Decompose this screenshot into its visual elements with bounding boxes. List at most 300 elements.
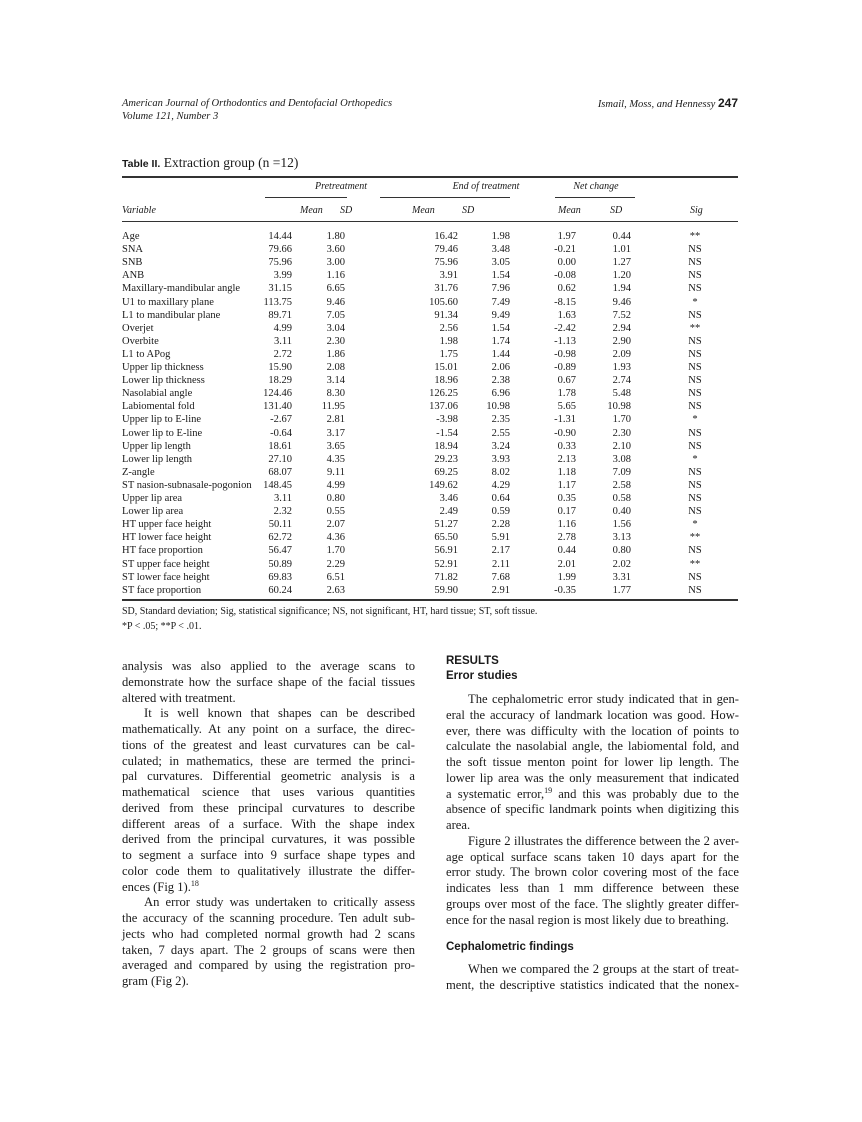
value-cell: 6.96 [491,388,510,400]
text-segment: An error study was undertaken to critically assess [144,895,415,910]
significance-cell: NS [688,283,702,295]
value-cell: 2.06 [491,362,510,373]
text-segment: altered with treatment. [122,690,236,705]
significance-cell: ** [689,532,701,544]
table-row [122,531,738,544]
value-cell: 18.96 [434,375,458,387]
table-row [122,427,738,440]
group-header-net-change: Net change [573,181,619,192]
value-cell: 27.10 [268,453,292,465]
table-top-rule [122,176,738,178]
running-header-authors [598,97,738,111]
column-header: Sig [690,205,703,216]
text-segment: a systematic error, [446,786,545,801]
value-cell: 8.02 [491,466,510,478]
value-cell: 7.09 [612,466,631,478]
section-heading-results: RESULTS [446,655,499,667]
error-studies-text [446,692,739,928]
value-cell: 75.96 [268,257,292,269]
value-cell: 1.78 [557,388,576,400]
value-cell: 0.80 [326,493,345,504]
text-segment: pal curvatures. Differential geometric analysis is a [122,769,415,784]
text-segment: age optical surface scans taken 10 days apart for the [446,849,739,864]
significance-cell: ** [689,558,701,570]
significance-cell: NS [688,584,702,596]
significance-cell: NS [688,506,702,518]
variable-cell: Lower lip to E-line [122,427,203,439]
page-number: 247 [717,96,738,110]
value-cell: -0.21 [554,244,576,256]
value-cell: 124.46 [263,388,292,400]
column-header: SD [462,205,475,216]
text-segment: ences (Fig 1). [122,879,191,894]
value-cell: 3.08 [612,453,631,465]
column-header: SD [610,205,623,216]
value-cell: 2.30 [326,335,345,347]
value-cell: 2.81 [326,414,345,426]
variable-cell: ANB [122,270,145,282]
value-cell: 3.11 [274,335,292,347]
group-divider [380,197,510,198]
value-cell: 56.47 [268,545,292,557]
significance-cell: * [692,453,698,465]
group-header-pretreatment: Pretreatment [314,181,368,192]
value-cell: 2.30 [612,427,631,439]
value-cell: 10.98 [607,401,631,413]
value-cell: 71.82 [434,571,458,583]
variable-cell: HT upper face height [122,519,212,531]
variable-cell: Upper lip to E-line [122,414,202,426]
table-title [122,155,298,171]
value-cell: 3.05 [491,257,510,269]
value-cell: 1.16 [557,519,576,531]
text-segment: area. [446,818,471,832]
value-cell: 2.29 [326,558,345,570]
value-cell: 18.94 [434,440,458,452]
value-cell: 2.17 [491,545,510,557]
value-cell: -0.08 [554,270,576,282]
text-segment: The cephalometric error study indicated that in gen- [468,692,739,706]
value-cell: 50.11 [268,519,292,531]
value-cell: 2.78 [557,532,576,544]
text-segment: error study. The brown color covering most of the face [446,865,739,880]
text-line [446,739,739,755]
table-footnote-significance: *P < .05; **P < .01. [122,621,202,632]
value-cell: 3.24 [491,440,510,452]
text-line [446,708,739,724]
value-cell: 1.44 [491,348,510,360]
text-line [122,848,415,864]
table-row [122,282,738,295]
text-segment: groups over most of the face. The slightly greater differ- [446,896,739,911]
value-cell: -0.64 [270,427,292,439]
value-cell: 7.68 [491,571,510,583]
value-cell: 2.32 [273,506,292,518]
variable-cell: Overbite [122,335,159,347]
value-cell: 0.35 [557,493,576,504]
value-cell: 1.75 [439,348,458,360]
header-rule [122,221,738,222]
text-segment: jects who had completed normal growth had 2 scans [122,926,415,941]
text-line [446,692,739,708]
value-cell: 1.27 [612,257,631,269]
text-segment: lower lip area was the only measurement that indicated [446,770,739,785]
subsection-heading-cephalometric-findings: Cephalometric findings [446,941,574,954]
value-cell: 15.01 [434,362,458,373]
value-cell: 5.91 [491,532,510,544]
variable-cell: Age [122,231,140,242]
value-cell: 4.99 [273,322,292,334]
text-segment: color code them to qualitatively illustrate the differ- [122,863,415,878]
table-row [122,558,738,571]
table-caption: Extraction group (n =12) [163,155,299,170]
value-cell: 18.29 [268,375,292,387]
variable-cell: U1 to maxillary plane [122,296,214,308]
value-cell: 3.17 [326,427,345,439]
value-cell: 3.93 [491,453,510,465]
text-line [122,691,415,707]
table-row [122,296,738,309]
text-line [446,802,739,818]
value-cell: 68.07 [268,466,292,478]
value-cell: -1.13 [554,335,576,347]
table-row [122,479,738,492]
value-cell: 0.44 [612,231,631,242]
significance-cell: ** [689,231,701,242]
value-cell: 50.89 [268,558,292,570]
variable-cell: Upper lip thickness [122,362,204,373]
value-cell: 3.13 [612,532,631,544]
text-line [122,895,415,911]
value-cell: 91.34 [434,309,458,321]
table-row [122,505,738,518]
text-segment: ment, the descriptive statistics indicated that the nonex- [446,978,739,992]
variable-cell: Overjet [122,322,154,334]
variable-cell: Nasolabial angle [122,388,193,400]
text-line [446,897,739,913]
text-segment: to segment a surface into 9 surface shape types and [122,848,415,862]
variable-cell: SNB [122,257,143,269]
text-segment: When we compared the 2 groups at the start of treat- [468,962,739,977]
table-row [122,256,738,269]
value-cell: 9.46 [326,296,345,308]
significance-cell: NS [688,401,702,413]
text-segment: calculate the nasolabial angle, the labiomental fold, and [446,739,739,754]
text-line [122,738,415,754]
table-row [122,243,738,256]
value-cell: 2.55 [491,427,510,439]
significance-cell: * [692,519,698,531]
table-row [122,387,738,400]
value-cell: 79.46 [434,244,458,256]
value-cell: 3.46 [439,493,458,504]
value-cell: 7.52 [612,309,631,321]
text-segment: mathematically. At any point on a surface, the direc- [122,722,415,736]
text-line [122,722,415,738]
value-cell: 16.42 [434,231,458,242]
value-cell: 6.65 [326,283,345,295]
value-cell: -1.54 [436,427,458,439]
value-cell: 9.49 [491,309,510,321]
significance-cell: NS [688,362,702,373]
value-cell: 0.17 [557,506,576,518]
value-cell: 1.54 [491,322,510,334]
text-segment: ence for the nasal region is most likely due to breathing. [446,912,729,927]
table-label: Table II. [122,158,161,170]
text-line [122,911,415,927]
value-cell: 11.95 [321,401,345,413]
significance-cell: NS [688,571,702,583]
significance-cell: NS [688,545,702,557]
value-cell: 2.01 [557,558,576,570]
value-cell: -3.98 [436,414,458,426]
value-cell: 3.91 [439,270,458,282]
table-row [122,518,738,531]
significance-cell: NS [688,270,702,282]
value-cell: 4.36 [326,532,345,544]
text-segment: averaged and compared by using the registration pro- [122,958,415,973]
significance-cell: NS [688,466,702,478]
text-segment: culated; in mathematics, these are termed the princi- [122,753,415,768]
column-header: SD [340,205,353,216]
text-line [446,865,739,881]
table-row [122,466,738,479]
value-cell: 79.66 [268,244,292,256]
value-cell: 131.40 [263,401,292,413]
table-row [122,492,738,505]
text-line [122,817,415,833]
value-cell: 89.71 [268,309,292,321]
value-cell: 0.58 [612,493,631,504]
subsection-heading-error-studies: Error studies [446,670,518,682]
table-row [122,335,738,348]
text-line [122,864,415,880]
value-cell: 0.44 [557,545,576,557]
significance-cell: NS [688,335,702,347]
value-cell: 1.99 [557,571,576,583]
significance-cell: NS [688,348,702,360]
text-segment: mathematical science that uses various quantities [122,785,415,799]
value-cell: 1.70 [612,414,631,426]
value-cell: -2.67 [270,414,292,426]
group-header-end-of-treatment: End of treatment [452,181,520,192]
value-cell: 148.45 [263,479,292,491]
value-cell: 59.90 [434,584,458,596]
value-cell: 4.29 [491,479,510,491]
table-row [122,374,738,387]
value-cell: 65.50 [434,532,458,544]
value-cell: 3.60 [326,244,345,256]
value-cell: 113.75 [263,296,292,308]
table-row [122,453,738,466]
value-cell: 2.94 [612,322,631,334]
text-segment: indicates less than 1 mm difference between these [446,881,739,895]
value-cell: 1.63 [557,309,576,321]
variable-cell: L1 to mandibular plane [122,309,221,321]
value-cell: 2.07 [326,519,345,531]
significance-cell: NS [688,388,702,400]
value-cell: 29.23 [434,453,458,465]
value-cell: 1.97 [557,231,576,242]
text-line [122,880,415,896]
variable-cell: ST lower face height [122,571,210,583]
variable-cell: HT lower face height [122,532,212,544]
value-cell: 0.62 [557,283,576,295]
text-line [446,818,739,834]
value-cell: 15.90 [268,362,292,373]
value-cell: 52.91 [434,558,458,570]
text-line [446,850,739,866]
text-line [446,724,739,740]
text-segment: ever, there was difficulty with the location of points to [446,723,739,738]
table-row [122,230,738,243]
value-cell: 10.98 [486,401,510,413]
variable-cell: L1 to APog [122,348,171,360]
value-cell: 1.16 [326,270,345,282]
variable-cell: Lower lip length [122,453,192,465]
significance-cell: NS [688,440,702,452]
text-line [122,974,415,990]
value-cell: 1.01 [612,244,631,256]
text-segment: eral the accuracy of landmark location was good. How- [446,707,739,722]
column-header: Mean [412,205,435,216]
variable-cell: Labiomental fold [122,401,195,413]
value-cell: 2.08 [326,362,345,373]
value-cell: 51.27 [434,519,458,531]
text-line [446,913,739,929]
significance-cell: NS [688,427,702,439]
value-cell: 3.48 [491,244,510,256]
value-cell: 14.44 [268,231,292,242]
value-cell: 31.76 [434,283,458,295]
variable-cell: Z-angle [122,466,155,478]
value-cell: 2.13 [557,453,576,465]
value-cell: 2.74 [612,375,631,387]
cephalometric-findings-text [446,962,739,994]
variable-cell: Lower lip thickness [122,375,205,387]
value-cell: 3.04 [326,322,345,334]
value-cell: 1.74 [491,335,510,347]
value-cell: 69.25 [434,466,458,478]
variable-cell: Upper lip length [122,440,191,452]
value-cell: 2.35 [491,414,510,426]
value-cell: 7.49 [491,296,510,308]
value-cell: 8.30 [326,388,345,400]
value-cell: 2.90 [612,335,631,347]
text-line [122,769,415,785]
journal-name: American Journal of Orthodontics and Dentofacial Orthopedics [122,98,393,109]
value-cell: 126.25 [429,388,458,400]
value-cell: 1.98 [491,231,510,242]
text-line [122,832,415,848]
value-cell: 56.91 [434,545,458,557]
value-cell: -2.42 [554,322,576,334]
value-cell: 1.17 [557,479,576,491]
value-cell: 2.91 [491,584,510,596]
value-cell: 31.15 [268,283,292,295]
value-cell: 5.65 [557,401,576,413]
text-segment: derived from these principal curvatures to describe [122,800,415,815]
text-segment: taken, 7 days apart. The 2 groups of scans were then [122,942,415,957]
value-cell: 0.59 [491,506,510,518]
text-line [122,927,415,943]
value-cell: 60.24 [268,584,292,596]
text-line [122,659,415,675]
value-cell: 0.00 [557,257,576,269]
table-bottom-rule [122,599,738,601]
value-cell: 4.99 [326,479,345,491]
value-cell: -1.31 [554,414,576,426]
left-text-column [122,659,415,990]
text-line [122,706,415,722]
value-cell: 5.48 [612,388,631,400]
citation-superscript: 18 [190,878,199,888]
value-cell: 2.09 [612,348,631,360]
table-row [122,544,738,557]
value-cell: 3.99 [273,270,292,282]
significance-cell: NS [688,493,702,504]
value-cell: 9.46 [612,296,631,308]
value-cell: 2.56 [439,322,458,334]
table-row [122,348,738,361]
text-line [446,881,739,897]
text-line [446,978,739,994]
text-line [122,785,415,801]
significance-cell: * [692,296,698,308]
text-line [446,962,739,978]
value-cell: 1.86 [326,348,345,360]
value-cell: 3.00 [326,257,345,269]
value-cell: 1.93 [612,362,631,373]
value-cell: 149.62 [429,479,458,491]
value-cell: 62.72 [268,532,292,544]
text-segment: the accuracy of the scanning procedure. Ten adult sub- [122,911,415,925]
value-cell: 1.94 [612,283,631,295]
value-cell: 2.49 [439,506,458,518]
significance-cell: NS [688,375,702,387]
text-line [122,943,415,959]
table-row [122,584,738,597]
value-cell: 1.77 [612,584,631,596]
value-cell: 1.56 [612,519,631,531]
column-header: Mean [300,205,323,216]
value-cell: 7.96 [491,283,510,295]
variable-cell: ST face proportion [122,584,202,596]
table-row [122,309,738,322]
variable-cell: Upper lip area [122,493,183,504]
table-row [122,361,738,374]
significance-cell: NS [688,257,702,269]
value-cell: -0.98 [554,348,576,360]
value-cell: 3.31 [612,571,631,583]
value-cell: 2.38 [491,375,510,387]
value-cell: 1.70 [326,545,345,557]
value-cell: -0.35 [554,584,576,596]
text-segment: derived from the principal curvatures, it was possible [122,832,415,847]
significance-cell: NS [688,479,702,491]
text-segment: and this was probably due to the [552,786,739,801]
text-segment: Figure 2 illustrates the difference between the 2 aver- [468,833,739,848]
text-line [122,958,415,974]
column-header: Variable [122,205,156,216]
value-cell: 2.72 [273,348,292,360]
text-line [122,801,415,817]
value-cell: 2.11 [492,558,510,570]
significance-cell: NS [688,309,702,321]
value-cell: 18.61 [268,440,292,452]
text-line [446,771,739,787]
variable-cell: HT face proportion [122,545,203,557]
